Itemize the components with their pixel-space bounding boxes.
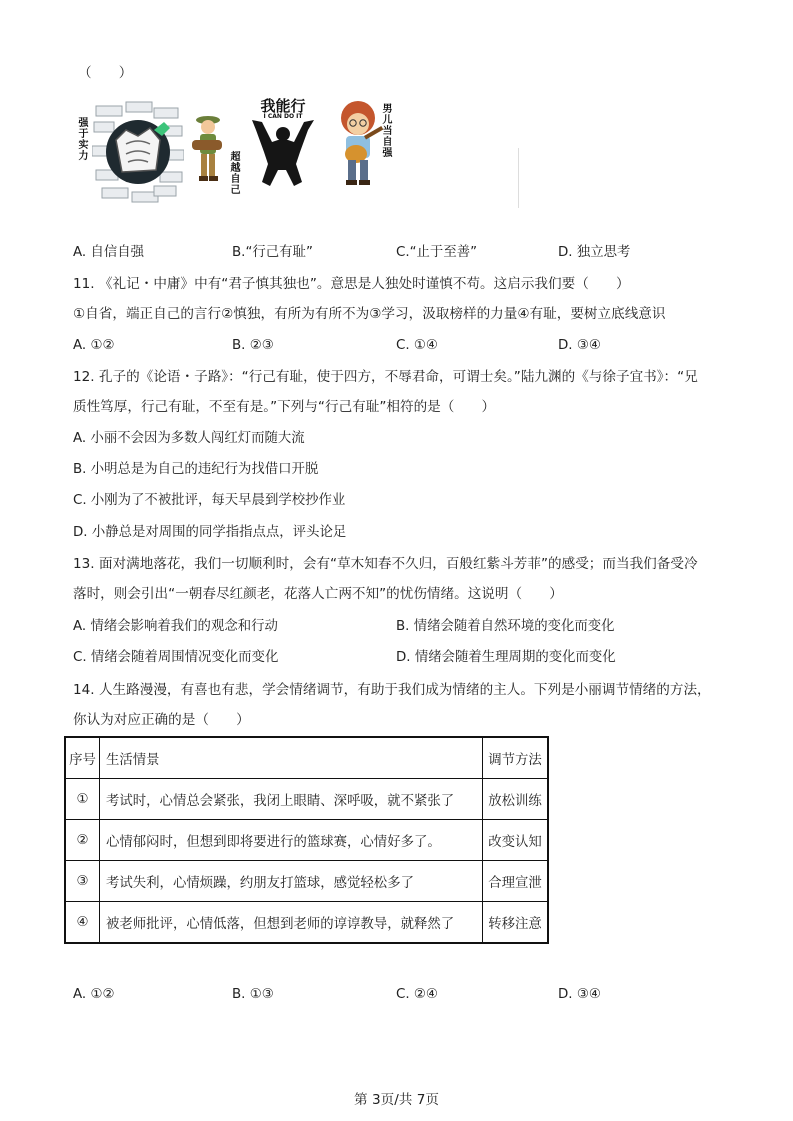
image-label-4: 男儿当自强 — [382, 104, 393, 159]
table-cell-scenario: 考试失利，心情烦躁，约朋友打篮球，感觉轻松多了 — [100, 861, 483, 902]
q10-option-b: B.“行己有耻” — [232, 245, 313, 260]
q12-option-b: B. 小明总是为自己的违纪行为找借口开脱 — [73, 462, 319, 477]
q10-option-a: A. 自信自强 — [73, 245, 144, 260]
silhouette-icon — [242, 118, 324, 188]
table-cell-method: 转移注意 — [483, 902, 549, 944]
table-cell-scenario: 考试时，心情总会紧张，我闭上眼睛、深呼吸，就不紧张了 — [100, 779, 483, 820]
table-header-cell: 序号 — [65, 737, 100, 779]
image-label-3-sub: I CAN DO IT — [263, 113, 303, 120]
q11-option-a: A. ①② — [73, 338, 115, 353]
q11-stem: 11. 《礼记・中庸》中有“君子慎其独也”。意思是人独处时谨慎不苟。这启示我们要（ ） — [73, 276, 630, 292]
table-header-row — [65, 737, 548, 779]
q11-option-b: B. ②③ — [232, 338, 274, 353]
q10-option-c: C.“止于至善” — [396, 245, 478, 260]
table-cell-number: ② — [65, 820, 100, 861]
q13-stem-line1: 13. 面对满地落花，我们一切顺利时，会有“草木知春不久归，百般红紫斗芳菲”的感受；而当我们备受冷 — [73, 556, 698, 572]
q10-option-d: D. 独立思考 — [558, 245, 631, 260]
q12-stem-line1: 12. 孔子的《论语・子路》：“行己有耻，使于四方，不辱君命，可谓士矣。”陆九渊的《与徐子宜书》：“兄 — [73, 369, 698, 385]
q14-option-c: C. ②④ — [396, 987, 438, 1002]
q13-option-b: B. 情绪会随着自然环境的变化而变化 — [396, 619, 615, 634]
q14-option-b: B. ①③ — [232, 987, 274, 1002]
table-row — [65, 902, 548, 944]
table-header-cell: 调节方法 — [483, 737, 549, 779]
q14-option-d: D. ③④ — [558, 987, 601, 1002]
table-cell-scenario: 心情郁闷时，但想到即将要进行的篮球赛，心情好多了。 — [100, 820, 483, 861]
q11-option-c: C. ①④ — [396, 338, 438, 353]
wall-fist-icon — [92, 100, 184, 204]
table-cell-number: ④ — [65, 902, 100, 944]
q13-option-c: C. 情绪会随着周围情况变化而变化 — [73, 650, 279, 665]
q13-option-a: A. 情绪会影响着我们的观念和行动 — [73, 619, 278, 634]
q14-option-a: A. ①② — [73, 987, 115, 1002]
boy-carrying-log-icon — [190, 114, 226, 186]
table-cell-scenario: 被老师批评，心情低落，但想到老师的谆谆教导，就释然了 — [100, 902, 483, 944]
q13-stem-line2: 落时，则会引出“一朝春尽红颜老，花落人亡两不知”的忧伤情绪。这说明（ ） — [73, 586, 563, 602]
table-row — [65, 820, 548, 861]
table-cell-number: ③ — [65, 861, 100, 902]
table-row — [65, 779, 548, 820]
q11-option-d: D. ③④ — [558, 338, 601, 353]
page-footer: 第 3页/共 7页 — [354, 1092, 439, 1108]
image-label-1: 强于实力 — [78, 118, 89, 162]
q14-stem-line2: 你认为对应正确的是（ ） — [73, 712, 250, 728]
i-can-do-it-panel — [238, 92, 328, 190]
table-cell-number: ① — [65, 779, 100, 820]
table-cell-method: 合理宣泄 — [483, 861, 549, 902]
q14-stem-line1: 14. 人生路漫漫，有喜也有悲，学会情绪调节，有助于我们成为情绪的主人。下列是小丽调节情绪的方法， — [73, 682, 711, 698]
image-divider — [518, 148, 519, 208]
table-cell-method: 改变认知 — [483, 820, 549, 861]
q11-statements: ①自省，端正自己的言行②慎独，有所为有所不为③学习，汲取榜样的力量④有耻，要树立底线意识 — [73, 306, 666, 322]
image-label-2: 超越自己 — [230, 152, 241, 196]
q12-stem-line2: 质性笃厚，行己有耻，不至有是。”下列与“行己有耻”相符的是（ ） — [73, 399, 496, 415]
image-label-3: 我能行 — [260, 97, 306, 115]
q12-option-d: D. 小静总是对周围的同学指指点点，评头论足 — [73, 525, 347, 540]
question-illustration — [70, 92, 520, 210]
answer-bracket: （ ） — [78, 65, 133, 81]
table-row — [65, 861, 548, 902]
table-cell-method: 放松训练 — [483, 779, 549, 820]
q12-option-a: A. 小丽不会因为多数人闯红灯而随大流 — [73, 431, 305, 446]
q12-option-c: C. 小刚为了不被批评，每天早晨到学校抄作业 — [73, 493, 346, 508]
boy-with-guitar-icon — [328, 100, 390, 190]
emotion-regulation-table — [64, 736, 549, 944]
table-header-cell: 生活情景 — [100, 737, 483, 779]
q13-option-d: D. 情绪会随着生理周期的变化而变化 — [396, 650, 616, 665]
